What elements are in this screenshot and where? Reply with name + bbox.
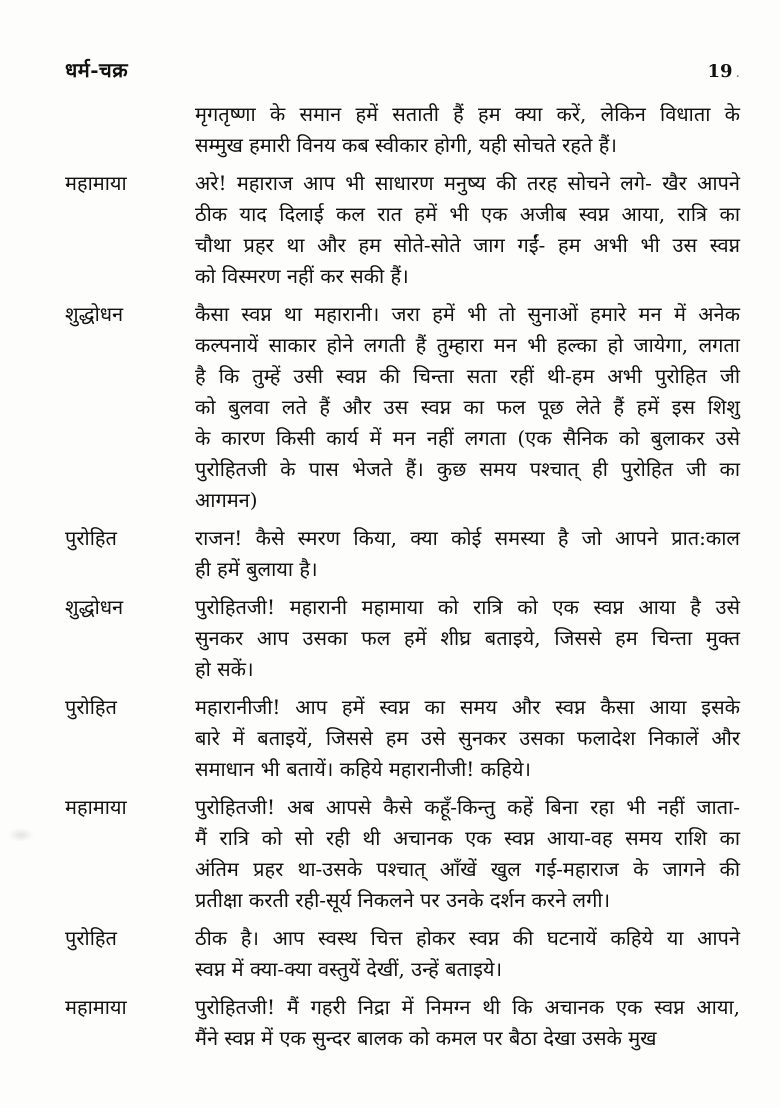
page-number-dot: . [735, 65, 740, 81]
page-number-value: 19 [707, 61, 733, 82]
dialogue-row [65, 99, 740, 161]
dialogue-row [65, 299, 740, 516]
speech-line: समाधान भी बतायें। कहिये महारानीजी! कहिये। [195, 757, 532, 781]
speech-line: पुरोहितजी के पास भेजते हैं। कुछ समय पश्चात् ही पुरोहित जी का [195, 457, 740, 481]
speech-line: ठीक याद दिलाई कल रात हमें भी एक अजीब स्वप्न आया, रात्रि का [195, 202, 740, 226]
speech-text [195, 992, 740, 1054]
speech-line: सम्मुख हमारी विनय कब स्वीकार होगी, यही सोचते रहते हैं। [195, 133, 617, 157]
dialogue-row [65, 792, 740, 916]
speech-text [195, 692, 740, 785]
speech-line: मृगतृष्णा के समान हमें सताती हैं हम क्या करें, लेकिन विधाता के [195, 102, 740, 126]
speech-line: सुनकर आप उसका फल हमें शीघ्र बताइये, जिससे हम चिन्ता मुक्त [195, 626, 740, 650]
scan-smudge [8, 828, 34, 842]
page-number [707, 61, 740, 82]
speech-line: कैसा स्वप्न था महारानी। जरा हमें भी तो सुनाओं हमारे मन में अनेक [195, 302, 740, 326]
speech-line: महारानीजी! आप हमें स्वप्न का समय और स्वप्न कैसा आया इसके [195, 695, 740, 719]
speaker-label: महामाया [65, 995, 127, 1019]
speech-text [195, 299, 740, 516]
dialogue-row [65, 168, 740, 292]
speech-line: को विस्मरण नहीं कर सकी हैं। [195, 264, 409, 288]
speech-line: स्वप्न में क्या-क्या वस्तुयें देखीं, उन्हें बताइये। [195, 957, 503, 981]
book-title: धर्म-चक्र [65, 58, 129, 82]
speech-line: बारे में बताइयें, जिससे हम उसे सुनकर उसका फलादेश निकालें और [195, 726, 740, 750]
dialogue-row [65, 923, 740, 985]
page-header [65, 56, 740, 83]
speech-text [195, 792, 740, 916]
speaker-label: महामाया [65, 795, 127, 819]
speaker-label: महामाया [65, 171, 127, 195]
dialogue-row [65, 692, 740, 785]
speech-line: पुरोहितजी! अब आपसे कैसे कहूँ-किन्तु कहें बिना रहा भी नहीं जाता- [195, 795, 740, 819]
speaker-label: शुद्धोधन [65, 595, 124, 619]
dialogue-row [65, 992, 740, 1054]
dialogue-body [65, 99, 740, 1061]
speaker-label: शुद्धोधन [65, 302, 124, 326]
speech-line: को बुलवा लते हैं और उस स्वप्न का फल पूछ लेते हैं हमें इस शिशु [195, 395, 740, 419]
speech-line: ठीक है। आप स्वस्थ चित्त होकर स्वप्न की घटनायें कहिये या आपने [195, 926, 740, 950]
speech-line: कल्पनायें साकार होने लगती हैं तुम्हारा मन भी हल्का हो जायेगा, लगता [195, 333, 740, 357]
speech-line: मैंने स्वप्न में एक सुन्दर बालक को कमल पर बैठा देखा उसके मुख [195, 1026, 657, 1050]
speech-line: आगमन) [195, 488, 258, 512]
speech-line: राजन! कैसे स्मरण किया, क्या कोई समस्या है जो आपने प्रात:काल [195, 526, 740, 550]
speaker-label: पुरोहित [65, 526, 117, 550]
speech-line: मैं रात्रि को सो रही थी अचानक एक स्वप्न आया-वह समय राशि का [195, 826, 740, 850]
speech-line: चौथा प्रहर था और हम सोते-सोते जाग गईं- हम अभी भी उस स्वप्न [195, 233, 740, 257]
dialogue-row [65, 523, 740, 585]
speech-line: हो सकें। [195, 657, 254, 681]
speech-text [195, 99, 740, 161]
speech-line: प्रतीक्षा करती रही-सूर्य निकलने पर उनके दर्शन करने लगी। [195, 888, 611, 912]
speech-text [195, 923, 740, 985]
dialogue-row [65, 592, 740, 685]
speaker-label: पुरोहित [65, 695, 117, 719]
speech-text [195, 592, 740, 685]
speech-text [195, 523, 740, 585]
speech-line: अंतिम प्रहर था-उसके पश्चात् आँखें खुल गई-महाराज के जागने की [195, 857, 740, 881]
speech-line: पुरोहितजी! मैं गहरी निद्रा में निमग्न थी कि अचानक एक स्वप्न आया, [195, 995, 740, 1019]
speech-line: अरे! महाराज आप भी साधारण मनुष्य की तरह सोचने लगे- खैर आपने [195, 171, 740, 195]
speech-line: ही हमें बुलाया है। [195, 557, 318, 581]
speaker-label: पुरोहित [65, 926, 117, 950]
speech-text [195, 168, 740, 292]
speech-line: है कि तुम्हें उसी स्वप्न की चिन्ता सता रहीं थी-हम अभी पुरोहित जी [195, 364, 740, 388]
speech-line: के कारण किसी कार्य में मन नहीं लगता (एक सैनिक को बुलाकर उसे [195, 426, 740, 450]
speech-line: पुरोहितजी! महारानी महामाया को रात्रि को एक स्वप्न आया है उसे [195, 595, 740, 619]
